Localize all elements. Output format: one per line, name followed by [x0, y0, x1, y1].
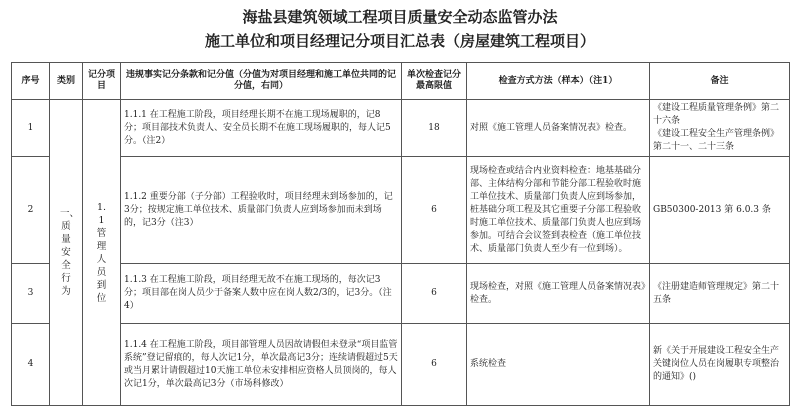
row-max-score: 6 [402, 264, 467, 324]
table-row [12, 324, 790, 406]
document-title: 海盐县建筑领域工程项目质量安全动态监管办法 [242, 8, 558, 26]
item-cell [83, 100, 121, 406]
table-row [12, 157, 790, 264]
row-seq: 3 [12, 264, 50, 324]
header-category: 类别 [50, 63, 83, 100]
header-item: 记分项目 [83, 63, 121, 100]
header-method: 检查方式方法（样本）（注1） [467, 63, 650, 100]
row-max-score: 6 [402, 157, 467, 264]
row-seq: 2 [12, 157, 50, 264]
row-seq: 4 [12, 324, 50, 406]
header-max-score: 单次检查记分最高限值 [402, 63, 467, 100]
row-remark: GB50300-2013 第 6.0.3 条 [650, 157, 790, 264]
row-method: 现场检查或结合内业资料检查：地基基础分部、主体结构分部和节能分部工程验收时施工单位技术、质量部门负责人应到场参加，桩基础分项工程及其它重要子分部工程验收时施工单位技术、质量部门负责人也应到场参加。可结合会议签到表检查（施工单位技术、质量部门负责人至少有一位到场）。 [467, 157, 650, 264]
row-max-score: 18 [402, 100, 467, 157]
row-seq: 1 [12, 100, 50, 157]
row-remark: 《注册建造师管理规定》第二十五条 [650, 264, 790, 324]
row-method: 系统检查 [467, 324, 650, 406]
item-label: 1.1管理人员到位 [96, 201, 107, 304]
table-row [12, 100, 790, 157]
row-content: 1.1.1 在工程施工阶段，项目经理长期不在施工现场履职的，记8分；项目部技术负责人、安全员长期不在施工现场履职的，每人记5分。（注2） [121, 100, 402, 157]
category-cell [50, 100, 83, 406]
header-content: 违规事实记分条款和记分值（分值为对项目经理和施工单位共同的记分值，右同） [121, 63, 402, 100]
row-method: 现场检查，对照《施工管理人员备案情况表》检查。 [467, 264, 650, 324]
row-content: 1.1.3 在工程施工阶段，项目经理无故不在施工现场的，每次记3分；项目部在岗人员少于备案人数中应在岗人数2/3的，记3分。（注4） [121, 264, 402, 324]
category-label: 一、质量安全行为 [60, 208, 80, 297]
header-seq: 序号 [12, 63, 50, 100]
row-max-score: 6 [402, 324, 467, 406]
row-remark: 《建设工程质量管理条例》第二十六条 《建设工程安全生产管理条例》第二十一、二十三条 [650, 100, 790, 157]
scoring-table [11, 62, 790, 406]
row-content: 1.1.4 在工程施工阶段，项目部管理人员因故请假但未登录“项目监管系统”登记留痕的，每人次记1分，单次最高记3分；连续请假超过5天或当月累计请假超过10天施工单位未安排相应资格人员顶岗的，每人次记1分，单次最高记3分（市场科修改） [121, 324, 402, 406]
header-remark: 备注 [650, 63, 790, 100]
header-row [12, 63, 790, 100]
table-row [12, 264, 790, 324]
row-method: 对照《施工管理人员备案情况表》检查。 [467, 100, 650, 157]
row-remark: 新《关于开展建设工程安全生产关键岗位人员在岗履职专项整治的通知》() [650, 324, 790, 406]
row-content: 1.1.2 重要分部（子分部）工程验收时，项目经理未到场参加的，记3分；按规定施工单位技术、质量部门负责人应到场参加而未到场的，记3分（注3） [121, 157, 402, 264]
document-subtitle: 施工单位和项目经理记分项目汇总表（房屋建筑工程项目） [204, 32, 595, 50]
